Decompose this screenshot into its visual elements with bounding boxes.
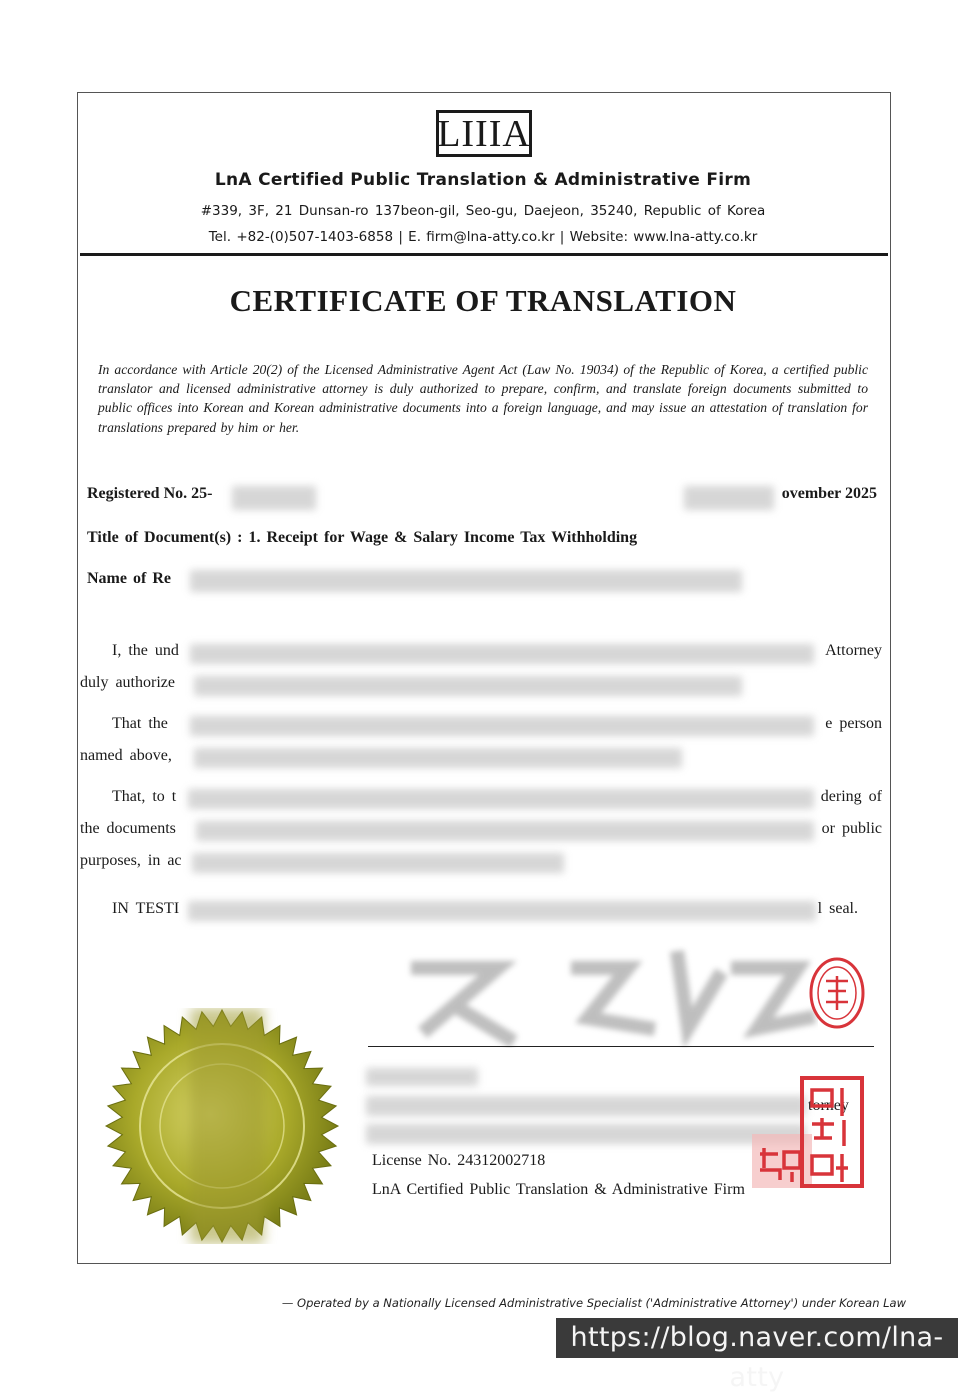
redaction-block xyxy=(190,570,742,592)
redaction-block xyxy=(194,676,742,696)
redaction-block xyxy=(190,644,814,664)
paragraph-3-end: dering of xyxy=(820,788,882,805)
redaction-block xyxy=(188,901,816,921)
paragraph-2-start: That the xyxy=(112,715,168,732)
paragraph-3-line2-end: or public xyxy=(821,820,882,837)
certificate-title: CERTIFICATE OF TRANSLATION xyxy=(229,283,737,318)
paragraph-2-end: e person xyxy=(825,715,882,732)
signature-scribble xyxy=(398,938,818,1048)
license-number: License No. 24312002718 xyxy=(372,1152,546,1169)
round-seal-icon xyxy=(808,956,866,1030)
firm-address: #339, 3F, 21 Dunsan-ro 137beon-gil, Seo-gu, Daejeon, 35240, Republic of Korea xyxy=(200,203,766,219)
redaction-block xyxy=(190,716,814,736)
firm-logo xyxy=(436,110,532,157)
firm-contact: Tel. +82-(0)507-1403-6858 | E. firm@lna-atty.co.kr | Website: www.lna-atty.co.kr xyxy=(208,229,758,245)
signatory-firm: LnA Certified Public Translation & Administrative Firm xyxy=(372,1181,745,1198)
blog-url-banner[interactable]: https://blog.naver.com/lna-atty xyxy=(556,1318,958,1358)
paragraph-3-start: That, to t xyxy=(112,788,177,805)
paragraph-2-line2: named above, xyxy=(80,747,172,764)
logo-text: LIIIA xyxy=(437,112,531,155)
registered-number: Registered No. 25- xyxy=(87,485,213,502)
header-rule xyxy=(80,253,888,256)
paragraph-1-line2: duly authorize xyxy=(80,674,175,691)
issue-date: ovember 2025 xyxy=(781,485,877,502)
paragraph-4-end: l seal. xyxy=(817,900,858,917)
redaction-block xyxy=(188,789,814,809)
gold-seal-icon xyxy=(104,1008,340,1244)
paragraph-4-start: IN TESTI xyxy=(112,900,180,917)
signature-line xyxy=(368,1046,874,1047)
redaction-block xyxy=(366,1068,478,1086)
footer-note: — Operated by a Nationally Licensed Administrative Specialist ('Administrative Attorney') under Korean Law xyxy=(281,1296,906,1310)
redaction-block xyxy=(366,1096,806,1116)
paragraph-3-line3: purposes, in ac xyxy=(80,852,182,869)
legal-preamble: In accordance with Article 20(2) of the Licensed Administrative Agent Act (Law No. 19034) of the Republic of Korea, a certified public translator and licensed administrative attorney is duly authorized to prepare, confirm, and translate foreign documents submitted to public offices into Korean and Korean administrative documents into a foreign language, and may issue an attestation of translation for translations prepared by him or her. xyxy=(98,362,868,435)
paragraph-3-line2: the documents xyxy=(80,820,176,837)
document-title: Title of Document(s) : 1. Receipt for Wage & Salary Income Tax Withholding xyxy=(87,529,638,546)
attorney-title-fragment: torney xyxy=(808,1097,849,1114)
redaction-block xyxy=(232,486,316,510)
name-of-recipient-label: Name of Re xyxy=(87,570,171,587)
paragraph-1-start: I, the und xyxy=(112,642,179,659)
redaction-block xyxy=(196,821,814,841)
redaction-block xyxy=(684,486,774,510)
firm-name: LnA Certified Public Translation & Administrative Firm xyxy=(214,170,752,190)
redaction-block xyxy=(192,853,564,873)
official-seal-icon xyxy=(752,1074,866,1188)
paragraph-1-end: Attorney xyxy=(825,642,882,659)
redaction-block xyxy=(366,1124,806,1144)
redaction-block xyxy=(194,748,682,768)
